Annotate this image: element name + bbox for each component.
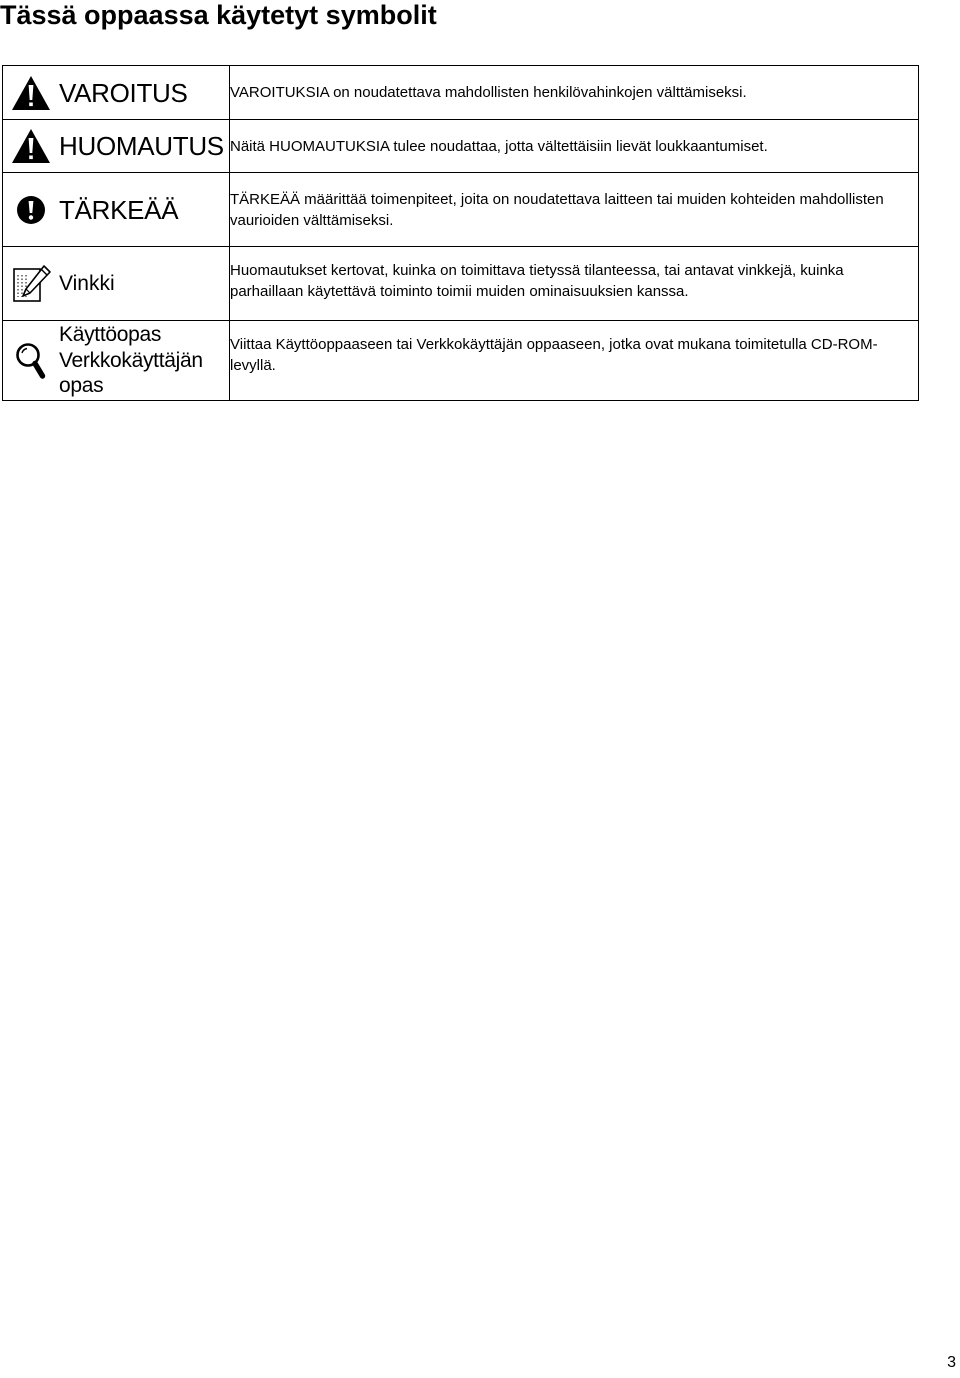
warning-triangle-icon <box>3 128 59 164</box>
symbol-description: Huomautukset kertovat, kuinka on toimittava tietyssä tilanteessa, tai antavat vinkkejä, kuinka parhaillaan käytettävä toiminto toimii muiden ominaisuuksien kanssa. <box>230 247 919 321</box>
table-row <box>3 120 919 173</box>
symbol-label: VAROITUS <box>59 77 188 108</box>
symbol-cell <box>3 120 230 173</box>
table-row <box>3 173 919 247</box>
symbol-label: TÄRKEÄÄ <box>59 194 179 225</box>
note-pencil-icon <box>3 263 59 305</box>
symbol-cell <box>3 247 230 321</box>
symbol-label: Vinkki <box>59 271 115 295</box>
warning-triangle-icon <box>3 75 59 111</box>
symbol-label-line: Käyttöopas <box>59 323 162 347</box>
exclamation-circle-icon <box>3 195 59 225</box>
symbols-table <box>2 65 919 401</box>
page-number: 3 <box>947 1354 956 1371</box>
symbol-cell <box>3 173 230 247</box>
magnifier-icon <box>3 342 59 380</box>
symbol-label <box>59 322 203 399</box>
page-title: Tässä oppaassa käytetyt symbolit <box>0 0 437 30</box>
symbol-label-line: opas <box>59 374 104 398</box>
symbol-description: Viittaa Käyttöoppaaseen tai Verkkokäyttäjän oppaaseen, jotka ovat mukana toimitetulla CD-ROM-levyllä. <box>230 321 919 401</box>
symbol-description: Näitä HUOMAUTUKSIA tulee noudattaa, jotta vältettäisiin lievät loukkaantumiset. <box>230 120 919 173</box>
symbol-label: HUOMAUTUS <box>59 131 224 161</box>
symbol-label-line: Verkkokäyttäjän <box>59 348 203 372</box>
symbol-cell <box>3 321 230 401</box>
table-row <box>3 247 919 321</box>
table-row <box>3 66 919 120</box>
table-row <box>3 321 919 401</box>
symbol-cell <box>3 66 230 120</box>
symbol-description: VAROITUKSIA on noudatettava mahdollisten henkilövahinkojen välttämiseksi. <box>230 66 919 120</box>
symbol-description: TÄRKEÄÄ määrittää toimenpiteet, joita on noudatettava laitteen tai muiden kohteiden mahdollisten vaurioiden välttämiseksi. <box>230 173 919 247</box>
